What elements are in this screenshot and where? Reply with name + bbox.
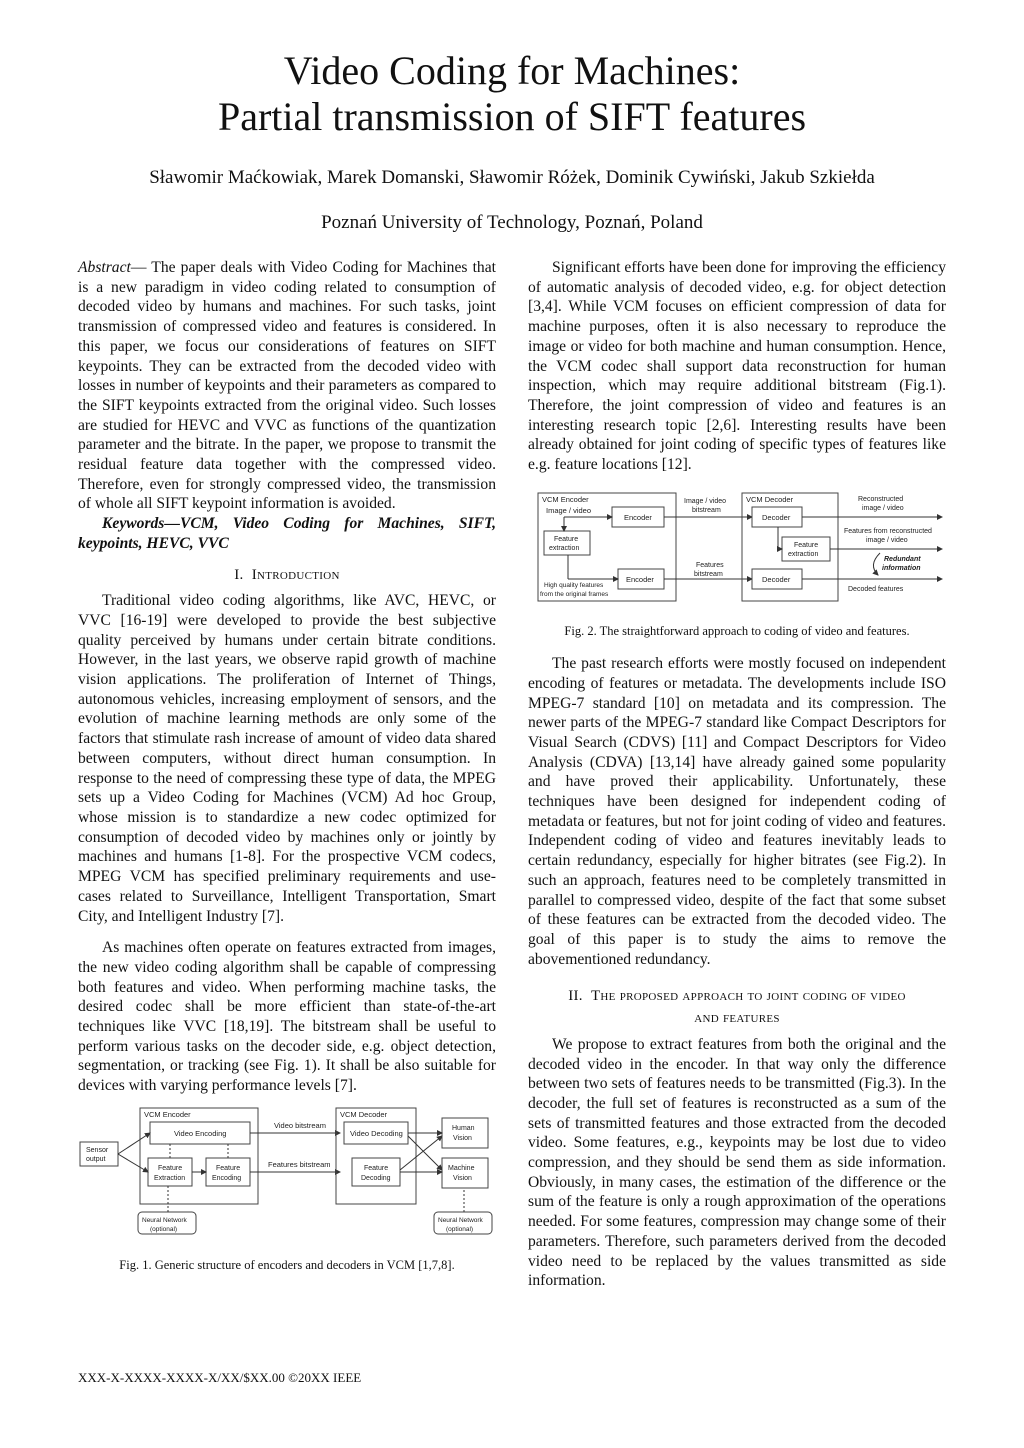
- affiliation: Poznań University of Technology, Poznań, Poland: [321, 212, 703, 233]
- section-2-heading: [528, 987, 946, 1028]
- fig2-iv-bitstream-1: Image / video: [684, 497, 727, 505]
- video-bitstream-label: Video bitstream: [274, 1120, 326, 1130]
- figure-2-diagram: [528, 489, 946, 607]
- nn-left-label-1: Neural Network: [142, 1216, 187, 1224]
- section-2-title-1: The proposed approach to joint coding of video: [590, 988, 906, 1005]
- fig2-vcm-decoder-label: VCM Decoder: [746, 494, 794, 504]
- fig2-fe-label-1: Feature: [554, 535, 579, 543]
- vcm-decoder-label: VCM Decoder: [340, 1109, 388, 1119]
- fe-label-2: Extraction: [154, 1174, 186, 1182]
- intro-paragraph-2: As machines often operate on features extracted from images, the new video coding algorithm shall be capable of compressing both features and video. When performing machine tasks, the desired codec shall be more efficient than state-of-the-art techniques like VVC [18,19]. The bitstream shall be useful to perform various tasks on the decoder side, e.g. object detection, segmentation, or tracking (see Fig. 1). It shall be also suitable for devices with varying performance levels [7].: [78, 939, 496, 1095]
- fig2-recon-label-1: Reconstructed: [858, 495, 904, 503]
- human-label: Human: [452, 1124, 475, 1132]
- footer-copyright: XXX-X-XXXX-XXXX-X/XX/$XX.00 ©20XX IEEE: [78, 1370, 362, 1385]
- figure-2-caption: Fig. 2. The straightforward approach to coding of video and features.: [564, 624, 910, 639]
- left-column: [78, 258, 496, 1275]
- title-line-2: Partial transmission of SIFT features: [217, 94, 807, 139]
- right-column: [528, 258, 946, 1291]
- fig2-ffr-label-1: Features from reconstructed: [844, 527, 932, 535]
- features-bitstream-label: Features bitstream: [268, 1159, 331, 1169]
- section-1-heading: [78, 566, 496, 586]
- fig2-decoder-top-label: Decoder: [762, 512, 791, 522]
- fig2-fed-label-2: extraction: [788, 550, 819, 558]
- human-vision-box: [442, 1118, 488, 1148]
- nn-right-label-2: (optional): [446, 1225, 474, 1233]
- fe-label-1: Feature: [158, 1164, 183, 1172]
- title-line-1: Video Coding for Machines:: [283, 48, 741, 93]
- human-vision-label: Vision: [453, 1134, 472, 1142]
- fig2-iv-bitstream-2: bitstream: [692, 506, 721, 514]
- keywords: Keywords—VCM, Video Coding for Machines, SIFT, keypoints, HEVC, VVC: [78, 515, 496, 552]
- fig2-hq-label-2: from the original frames: [540, 590, 609, 598]
- right-paragraph-2: The past research efforts were mostly focused on independent encoding of features or metadata. The developments include ISO MPEG-7 standard [10] on metadata and its compression. The newer parts of the MPEG-7 standard like Compact Descriptors for Visual Search (CDVS) [11] and Compact Descriptors for Video Analysis (CDVA) [13,14] have already gained some popularity and have proved their applicability. Unfortunately, these techniques have been designed for independent coding of metadata or features, but not for joint coding of video and features. Independent coding of video and features inevitably leads to certain redundancy, especially for higher bitrates (see Fig.2). In such an approach, features need to be completely transmitted in parallel to compressed video, despite of the fact that some subset of these features can be extracted from the decoded video. The goal of this paper is to study the aims to remove the abovementioned redundancy.: [528, 655, 946, 968]
- video-encoding-label: Video Encoding: [174, 1128, 227, 1138]
- fig2-hq-label-1: High quality features: [544, 581, 604, 589]
- paper-title: [0, 48, 1024, 140]
- fig2-decoded-features: Decoded features: [848, 585, 904, 593]
- section-1-number: I.: [234, 566, 244, 583]
- video-decoding-label: Video Decoding: [350, 1128, 403, 1138]
- fig2-encoder-top-label: Encoder: [624, 512, 652, 522]
- fig2-decoder-bottom-label: Decoder: [762, 574, 791, 584]
- section-1-title: Introduction: [251, 566, 340, 583]
- fdec-label-1: Feature: [364, 1164, 389, 1172]
- right-paragraph-1: Significant efforts have been done for improving the efficiency of automatic analysis of decoded video, e.g. for object detection [3,4]. While VCM focuses on efficient compression of data for machine purposes, often it is also necessary to reproduce the image or video for both machine and human consumption. Hence, the VCM codec shall support data reconstruction for human inspection, which may require additional bitstream (Fig.1). Therefore, the joint compression of video and features is an interesting research topic [2,6]. Interesting results have been already obtained for joint coding of specific types of features like e.g. feature locations [12].: [528, 259, 946, 474]
- abstract-text: — The paper deals with Video Coding for Machines that is a new paradigm in video coding related to consumption of decoded video by humans and machines. For such tasks, joint transmission of compressed video and features is considered. In this paper, we focus our considerations of features on SIFT keypoints. They can be extracted from the decoded video with losses in number of keypoints and their parameters as compared to the SIFT keypoints extracted from the original video. Such losses are studied for HEVC and VVC as functions of the quantization parameter and the bitrate. In the paper, we propose to transmit the residual feature data together with the compressed video. Therefore, even for strongly compressed video, the transmission of whole all SIFT keypoint information is avoided.: [78, 259, 496, 513]
- nn-left-label-2: (optional): [150, 1225, 178, 1233]
- abstract: [78, 258, 496, 514]
- figure-1: [78, 1104, 496, 1275]
- fig2-features-label: Features: [696, 561, 724, 569]
- output-label: output: [86, 1155, 106, 1163]
- fenc-label-2: Encoding: [212, 1174, 242, 1182]
- fig2-encoder-bottom-label: Encoder: [626, 574, 654, 584]
- fig2-redundant-2: information: [882, 564, 921, 572]
- fig2-fed-label-1: Feature: [794, 541, 819, 549]
- fig2-recon-label-2: image / video: [862, 504, 904, 512]
- vcm-encoder-label: VCM Encoder: [144, 1109, 191, 1119]
- fig2-ffr-label-2: image / video: [866, 536, 908, 544]
- machine-vision-label: Vision: [453, 1174, 472, 1182]
- intro-paragraph-1: Traditional video coding algorithms, like AVC, HEVC, or VVC [16-19] were developed to provide the best subjective quality perceived by humans under certain bitrate conditions. However, in the last years, we observe rapid growth of machine vision applications. The proliferation of Internet of Things, autonomous vehicles, increasing employment of sensors, and the evolution of machine learning methods are only some of the factors that stimulate rash increase of amount of video data shared between computers, without direct human consumption. In response to the need of compressing these type of data, the MPEG sets up a Video Coding for Machines (VCM) Ad hoc Group, whose mission is to standardize a new codec optimized for consumption of decoded video by machines only or jointly by machines and humans [1-8]. For the prospective VCM codecs, MPEG VCM has specified preliminary requirements and use-cases related to Surveillance, Intelligent Transportation, Smart City, and Intelligent Industry [7].: [78, 592, 496, 925]
- fig2-vcm-encoder-label: VCM Encoder: [542, 494, 589, 504]
- fig2-fe-label-2: extraction: [549, 544, 580, 552]
- fdec-label-2: Decoding: [361, 1174, 391, 1182]
- nn-right-label-1: Neural Network: [438, 1216, 483, 1224]
- section-2-paragraph-1: We propose to extract features from both the original and the decoded video in the encoder. In that way only the difference between two sets of features needs to be transmitted (Fig.3). In the decoder, the full set of features is reconstructed as a sum of the sets of transmitted features and those extracted from the decoded video. Some features, e.g., keypoints may be lost due to video compression, and they should be send them as side information. Obviously, in many cases, the estimation of the difference or the sum of the feature is only a rough approximation of the operations needed. For some features, compression may change some of their parameters. Therefore, such parameters derived from the decoded video need to be replaced by the values transmitted as side information.: [528, 1035, 946, 1290]
- figure-2: [528, 489, 946, 642]
- figure-1-caption: Fig. 1. Generic structure of encoders and decoders in VCM [1,7,8].: [119, 1257, 455, 1272]
- fig2-redundant-1: Redundant: [884, 555, 921, 563]
- authors: Sławomir Maćkowiak, Marek Domanski, Sławomir Różek, Dominik Cywiński, Jakub Szkiełda: [149, 167, 875, 188]
- machine-label: Machine: [448, 1164, 475, 1172]
- section-2-number: II.: [568, 988, 583, 1005]
- sensor-label: Sensor: [86, 1146, 109, 1154]
- fig2-bitstream-label: bitstream: [694, 570, 723, 578]
- fenc-label-1: Feature: [216, 1164, 241, 1172]
- section-2-title-2: and features: [694, 1010, 780, 1027]
- machine-vision-box: [442, 1158, 488, 1188]
- fig2-image-video-label: Image / video: [546, 505, 592, 515]
- abstract-label: Abstract: [78, 259, 131, 276]
- figure-1-diagram: [78, 1104, 496, 1244]
